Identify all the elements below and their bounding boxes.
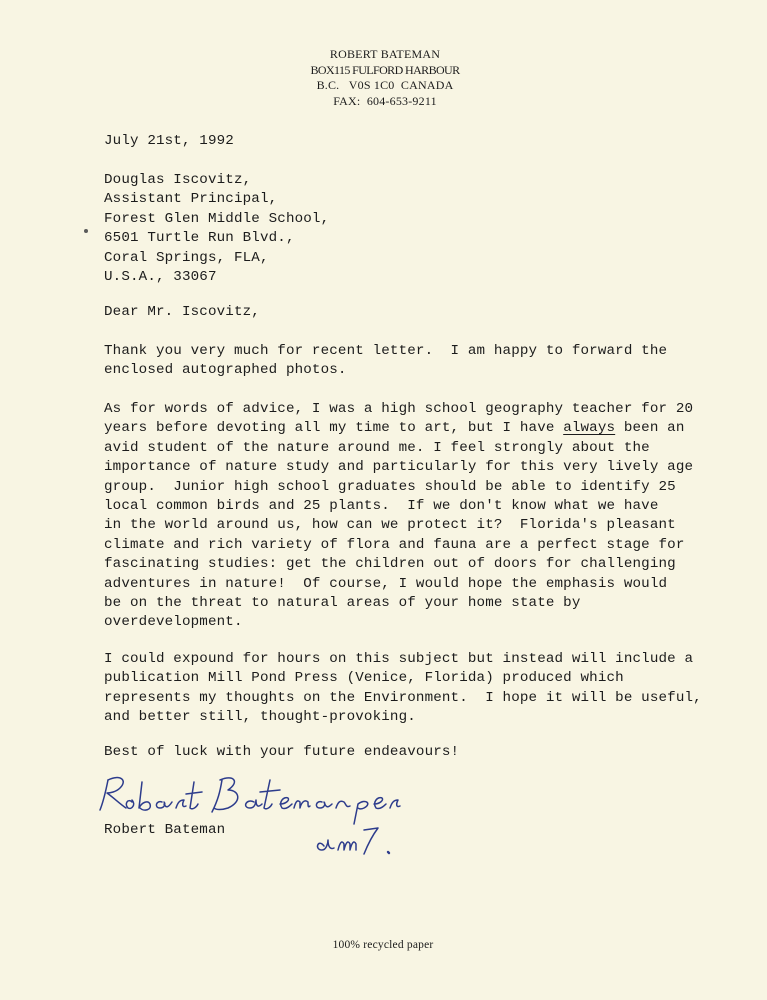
paragraph-line: fascinating studies: get the children out of doors for challenging <box>104 556 676 573</box>
letterhead-address-line2: B.C. V0S 1C0 CANADA <box>316 78 454 92</box>
footer-note <box>303 939 463 951</box>
paragraph-line: in the world around us, how can we protect it? Florida's pleasant <box>104 517 676 534</box>
recipient-address <box>104 171 664 287</box>
recipient-line: Douglas Iscovitz, <box>104 172 252 188</box>
paragraph-2 <box>104 400 694 633</box>
recipient-line: Forest Glen Middle School, <box>104 210 330 227</box>
letterhead-name: ROBERT BATEMAN <box>329 47 441 61</box>
paragraph-line <box>104 419 685 438</box>
signer-name <box>104 821 664 840</box>
letterhead-fax: FAX: 604-653-9211 <box>333 93 437 108</box>
handwritten-signature <box>92 768 422 863</box>
paragraph-line: climate and rich variety of flora and fauna are a perfect stage for <box>104 536 685 553</box>
paragraph-line: I could expound for hours on this subject but instead will include a <box>104 651 694 667</box>
paragraph-line: and better still, thought-provoking. <box>104 709 416 726</box>
salutation-text: Dear Mr. Iscovitz, <box>104 304 260 320</box>
paragraph-line: As for words of advice, I was a high school geography teacher for 20 <box>104 401 694 417</box>
paragraph-line: local common birds and 25 plants. If we don't know what we have <box>104 498 659 515</box>
paragraph-line: represents my thoughts on the Environment. I hope it will be useful, <box>104 689 702 706</box>
line-text: years before devoting all my time to art, but I have <box>104 420 564 437</box>
closing <box>104 743 664 762</box>
paragraph-line: enclosed autographed photos. <box>104 362 347 379</box>
signer-name-text: Robert Bateman <box>104 822 226 838</box>
salutation <box>104 303 664 322</box>
paragraph-line: publication Mill Pond Press (Venice, Florida) produced which <box>104 670 624 687</box>
paragraph-line: Thank you very much for recent letter. I am happy to forward the <box>104 343 668 359</box>
letter-date <box>104 132 664 151</box>
paragraph-line: adventures in nature! Of course, I would hope the emphasis would <box>104 575 668 592</box>
line-text: been an <box>615 420 685 437</box>
date-text: July 21st, 1992 <box>104 133 234 149</box>
paragraph-3 <box>104 650 702 728</box>
recipient-line: Assistant Principal, <box>104 191 278 208</box>
recipient-line: 6501 Turtle Run Blvd., <box>104 230 295 247</box>
margin-mark <box>84 229 88 233</box>
underlined-word: always <box>563 420 616 437</box>
letterhead <box>300 47 470 109</box>
paragraph-line: importance of nature study and particularly for this very lively age <box>104 459 694 476</box>
paragraph-line: be on the threat to natural areas of your home state by <box>104 595 581 612</box>
recipient-line: U.S.A., 33067 <box>104 269 217 286</box>
closing-text: Best of luck with your future endeavours! <box>104 744 460 760</box>
letterhead-address-line1: BOX115 FULFORD HARBOUR <box>310 62 460 77</box>
paragraph-line: group. Junior high school graduates should be able to identify 25 <box>104 478 676 495</box>
paragraph-line: overdevelopment. <box>104 614 243 631</box>
recipient-line: Coral Springs, FLA, <box>104 249 269 266</box>
footer-text: 100% recycled paper <box>332 939 434 951</box>
paragraph-1 <box>104 342 668 381</box>
signature-strokes <box>100 778 400 854</box>
paragraph-line: avid student of the nature around me. I feel strongly about the <box>104 439 650 456</box>
